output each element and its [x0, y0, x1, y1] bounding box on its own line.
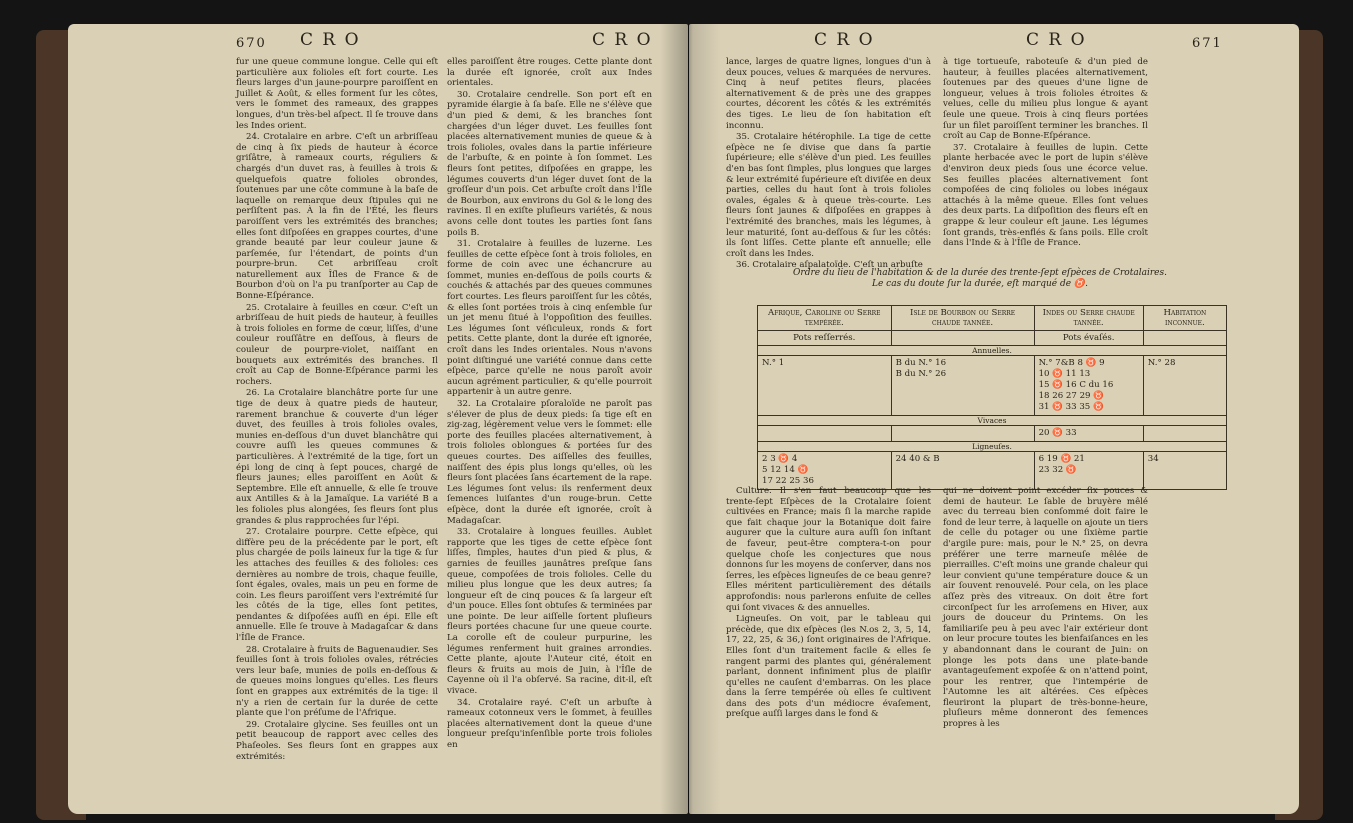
left-page-number: 670: [236, 36, 267, 51]
right-page-number: 671: [1192, 36, 1223, 51]
table-cell: 20 ♉ 33: [1034, 426, 1143, 442]
paragraph: lance, larges de quatre lignes, longues d'un à deux pouces, velues & marquées de nervures. Cinq à neuf petites fleurs, placées alternativement & de près une des grappes courtes, décorent les côtés & les extrémités des tiges. Le lieu de ſon habitation eſt inconnu.: [726, 57, 931, 131]
row-label: Annuelles.: [758, 346, 1227, 356]
table-cell: Pots évaſés.: [1034, 331, 1143, 346]
paragraph: 25. Crotalaire à feuilles en cœur. C'eſt un arbriſſeau de huit pieds de hauteur, à feuilles à trois folioles en forme de cœur, liſſes, d'une couleur rouſſâtre en deſſous, à fleurs de couleur de pourpre-violet, naiſſant en bouquets aux extrémités des branches. Il croît au Cap de Bonne-Eſpérance parmi les rochers.: [236, 302, 438, 387]
left-column-2: [447, 57, 652, 785]
row-label: Vivaces: [758, 416, 1227, 426]
table-row: [758, 442, 1227, 452]
book-gutter: [660, 24, 720, 814]
left-column-1: [236, 57, 438, 785]
right-column-2: [943, 57, 1148, 262]
right-column-4: [943, 486, 1148, 786]
paragraph: 29. Crotalaire glycine. Ses feuilles ont un petit beaucoup de rapport avec celles des Phaſeoles. Ses fleurs ſont en grappes aux extrémités:: [236, 719, 438, 762]
table-row: [758, 416, 1227, 426]
paragraph: qui ne doivent point excéder ſix pouces & demi de hauteur. Le ſable de bruyère mêlé avec du terreau bien conſommé doit faire le fond de leur terre, à laquelle on ajoute un tiers de celle du potager ou une ſixième partie d'argile pure: mais, pour le N.° 25, on devra préférer une terre marneuſe mêlée de pierrailles. C'eſt moins une grande chaleur qui leur convient qu'une température douce & un air ſouvent renouvelé. Pour cela, on les place aſſez près des vitreaux. On doit être fort circonſpect ſur les arroſemens en Hiver, aux jours de douceur du Printems. On les familiariſe peu à peu avec l'air extérieur dont on leur procure toutes les bienfaiſances en les y abandonnant dans le courant de Juin: on plonge les pots dans une plate-bande avantageuſement expoſée & on n'attend point, pour les rentrer, que l'intempérie de l'Automne les ait altérées. Ces eſpèces fleuriront la plupart de très-bonne-heure, pluſieurs même donneront des ſemences propres à les: [943, 486, 1148, 730]
paragraph: 24. Crotalaire en arbre. C'eſt un arbriſſeau de cinq à ſix pieds de hauteur à écorce griſâtre, à rameaux courts, réguliers & chargés d'un duvet ras, à feuilles à trois & quelquefois quatre folioles obrondes, ſoutenues par une côte commune à la baſe de laquelle on remarque deux ſtipules qui ne perſiſtent pas. À la fin de l'Été, les fleurs paroiſſent vers les extrémités des branches; elles ſont diſpoſées en grappes courtes, d'une grande beauté par leur couleur jaune & parſemée, ſur l'étendart, de points d'un pourpre-brun. Cet arbriſſeau croît naturellement aux Îſles de France & de Bourbon d'où on l'a pu tranſporter au Cap de Bonne-Eſpérance.: [236, 132, 438, 302]
left-running-header: C R O: [300, 30, 361, 50]
paragraph: Ligneuſes. On voit, par le tableau qui précède, que dix eſpèces (les N.os 2, 3, 5, 14, 17, 22, 25, & 36,) ſont originaires de l'Afrique. Elles ſont d'un traitement facile & elles ſe rangent parmi des plantes qui, généralement parlant, donnent infiniment plus de plaiſir qu'elles ne cauſent d'embarras. On les place dans la ſerre tempérée où elles ſe cultivent dans des pots d'un médiocre évaſement, preſque auſſi larges dans le fond &: [726, 614, 931, 720]
table-cell: [758, 426, 892, 442]
paragraph: 26. La Crotalaire blanchâtre porte ſur une tige de deux à quatre pieds de hauteur, rarement branchue & couverte d'un léger duvet, des feuilles à trois folioles ovales, munies en-deſſous d'un duvet blanchâtre qui couvre auſſi les queues communes & particulières. À l'extrémité de la tige, ſort un épi long de cinq à ſept pouces, chargé de fleurs jaunes; elles paroiſſent en Août & Septembre. Elle eſt annuelle, & elle ſe trouve aux Antilles & à la Jamaïque. La variété B a les folioles plus alongées, ſes fleurs ſont plus grandes & plus rapprochées ſur l'épi.: [236, 388, 438, 526]
table-cell: 2 3 ♉ 4 5 12 14 ♉ 17 22 25 36: [758, 452, 892, 490]
table-row: [758, 452, 1227, 490]
table-header: Indes ou Serre chaude tannée.: [1034, 306, 1143, 331]
right-running-header: C R O: [814, 30, 875, 50]
table-header-row: [758, 306, 1227, 331]
table-cell: [1143, 331, 1226, 346]
paragraph: 36. Crotalaire aſpalatoïde. C'eſt un arbuſte: [736, 260, 923, 271]
table-header: Habitation inconnue.: [1143, 306, 1226, 331]
table-cell: 34: [1143, 452, 1226, 490]
paragraph: 34. Crotalaire rayé. C'eſt un arbuſte à rameaux cotonneux vers le ſommet, à feuilles placées alternativement dont la queue d'une longueur preſqu'inſenſible porte trois folioles en: [447, 697, 652, 750]
paragraph: 35. Crotalaire hétérophile. La tige de cette eſpèce ne ſe divise que dans ſa partie ſupérieure; elle s'élève d'un pied. Les feuilles d'en bas ſont ſimples, plus longues que larges & leur extrémité ſupérieure eſt diviſée en deux parties, celles du haut ſont à trois folioles ovales, égales & à queue très-courte. Les fleurs ſont jaunes & diſpoſées en grappes à l'extrémité des branches, mais les légumes, à leur maturité, ſont au-deſſous & ſur les côtés: ils ſont liſſes. Cette plante eſt annuelle; elle croît dans les Indes.: [726, 132, 931, 259]
caption-line: Le cas du doute ſur la durée, eſt marqué de ♉.: [872, 279, 1088, 289]
table-cell: B du N.° 16 B du N.° 26: [891, 356, 1034, 416]
right-column-1: [726, 57, 931, 271]
paragraph: fur une queue commune longue. Celle qui eſt particulière aux folioles eſt fort courte. Les fleurs larges d'un jaune-pourpre paroiſſent en Juillet & Août, & elles forment ſur les côtes, vers le ſommet des rameaux, des grappes longues, d'un très-bel aſpect. Il ſe trouve dans les Indes orient.: [236, 57, 438, 131]
table-cell: 24 40 & B: [891, 452, 1034, 490]
table-cell: N.° 1: [758, 356, 892, 416]
table-cell: [891, 331, 1034, 346]
table-cell: N.° 28: [1143, 356, 1226, 416]
right-column-3: [726, 486, 931, 786]
table-cell: N.° 7&B 8 ♉ 9 10 ♉ 11 13 15 ♉ 16 C du 16 18 26 27 29 ♉ 31 ♉ 33 35 ♉: [1034, 356, 1143, 416]
row-label: Ligneuſes.: [758, 442, 1227, 452]
paragraph: 30. Crotalaire cendrelle. Son port eſt en pyramide élargie à ſa baſe. Elle ne s'élève que d'un pied & demi, & les branches ſont chargées d'un léger duvet. Les feuilles ſont placées alternativement munies de queue & à trois folioles, ovales dans la partie inférieure de l'arbuſte, & en pointe à ſon ſommet. Les fleurs ſont petites, diſpoſées en grappe, les légumes couverts d'un léger duvet ſont de la groſſeur d'un pois. Cet arbuſte croît dans l'Îſle de Bourbon, aux environs du Gol & le long des ravines. Il en exiſte pluſieurs variétés, & nous avons celle dont toutes les parties ſont ſans poils B.: [447, 89, 652, 238]
table-caption: [740, 268, 1220, 290]
paragraph: 37. Crotalaire à feuilles de lupin. Cette plante herbacée avec le port de lupin s'élève d'environ deux pieds ſous une écorce velue. Ses feuilles placées alternativement ſont compoſées de cinq folioles ou lobes inégaux attachés à la même queue. Elles ſont velues des deux parts. La diſpoſition des fleurs eſt en grappe & leur couleur eſt jaune. Les légumes ſont grands, très-enflés & ſans poils. Elle croît dans l'Inde & à l'Îſle de France.: [943, 142, 1148, 249]
table-cell: Pots reſſerrés.: [758, 331, 892, 346]
paragraph: 31. Crotalaire à feuilles de luzerne. Les feuilles de cette eſpèce ſont à trois folioles, en forme de coin avec une échancrure au ſommet, munies en-deſſous de poils courts & couchés & attachés par des queues communes fort courtes. Les fleurs paroiſſent ſur les côtés, & elles ſont portées trois à cinq enſemble ſur un jet menu ſitué à l'oppoſition des feuilles. Les légumes ſont véſiculeux, ronds & fort petits. Cette plante, dont la durée eſt ignorée, croît dans les Indes orientales. Nous n'avons point diſtingué une variété connue dans cette eſpèce, parce qu'elle ne nous paroît avoir aucun agrément particulier, & qu'elle pourroit appartenir à un autre genre.: [447, 239, 652, 398]
table-cell: 6 19 ♉ 21 23 32 ♉: [1034, 452, 1143, 490]
table-header: Afrique, Caroline ou Serre tempérée.: [758, 306, 892, 331]
table-cell: [1143, 426, 1226, 442]
paragraph: Culture. Il s'en faut beaucoup que les trente-ſept Eſpèces de la Crotalaire ſoient cultivées en France; mais ſi la marche rapide que fait chaque jour la Botanique doit faire augurer que la culture aura auſſi ſon inſtant de faveur, peut-être comptera-t-on pour quelque choſe les conjectures que nous donnons ſur les moyens de conſerver, dans nos ſerres, les eſpèces ligneuſes de ce beau genre? Elles méritent particulièrement des détails approfondis: nous parlerons enſuite de celles qui ſont vivaces & des annuelles.: [726, 486, 931, 613]
paragraph: 32. La Crotalaire pſoraloïde ne paroît pas s'élever de plus de deux pieds: ſa tige eſt en zig-zag, légèrement velue vers le ſommet: elle porte des feuilles placées alternativement, à trois folioles oblongues & portées ſur des queues courtes. Des aiſſelles des feuilles, naiſſent des épis plus longs qu'elles, où les fleurs ſont placées ſans écartement de la rape. Les légumes ſont velus: ils renferment deux ſemences luiſantes d'un rouge-brun. Cette eſpèce, dont la durée eſt ignorée, croît à Madagaſcar.: [447, 399, 652, 526]
paragraph: 28. Crotalaire à fruits de Baguenaudier. Ses feuilles ſont à trois folioles ovales, rétrécies vers leur baſe, munies de poils en-deſſous & de queues moins longues qu'elles. Les fleurs ſont en grappes aux extrémités de la tige: il n'y a rien de certain ſur la durée de cette plante que l'on préſume de l'Afrique.: [236, 644, 438, 719]
table-subheader-row: [758, 331, 1227, 346]
paragraph: elles paroiſſent être rouges. Cette plante dont la durée eſt ignorée, croît aux Indes orientales.: [447, 57, 652, 89]
habitation-table: [757, 305, 1227, 490]
left-running-header-2: C R O: [592, 30, 653, 50]
paragraph: 33. Crotalaire à longues feuilles. Aublet rapporte que les tiges de cette eſpèce ſont liſſes, ſimples, hautes d'un pied & plus, & garnies de feuilles jaunâtres preſque ſans queue, compoſées de trois folioles. Celle du milieu plus longue que les deux autres; ſa longueur eſt de cinq pouces & ſa largeur eſt d'un pouce. Elles ſont obtuſes & terminées par une pointe. De leur aiſſelle ſortent pluſieurs fleurs portées chacune ſur une queue courte. La corolle eſt de couleur purpurine, les légumes renferment huit graines arrondies. Cette plante, ajoute l'Auteur cité, étoit en fleurs & fruits au mois de Juin, à l'Îſle de Cayenne où il l'a obſervé. Sa racine, dit-il, eſt vivace.: [447, 527, 652, 697]
paragraph: 27. Crotalaire pourpre. Cette eſpèce, qui diffère peu de la précédente par le port, eſt plus chargée de poils laineux ſur la tige & ſur les attaches des feuilles & des folioles: ces dernières au nombre de trois, chaque feuille, ſont égales, ovales, mais un peu en forme de coin. Les fleurs paroiſſent vers l'extrémité ſur les côtés de la tige, elles ſont petites, pendantes & diſpoſées auſſi en épi. Elle eſt annuelle. Elle ſe trouve à Madagaſcar & dans l'Îſle de France.: [236, 527, 438, 644]
right-running-header-2: C R O: [1026, 30, 1087, 50]
table-cell: [891, 426, 1034, 442]
caption-line: Ordre du lieu de l'habitation & de la durée des trente-ſept eſpèces de Crotalaires.: [793, 268, 1167, 278]
table-header: Isle de Bourbon ou Serre chaude tannée.: [891, 306, 1034, 331]
table-row: [758, 346, 1227, 356]
paragraph: à tige tortueuſe, raboteuſe & d'un pied de hauteur, à feuilles placées alternativement, ſoutenues par des queues d'une ligne de longueur, velues à trois folioles étroites & velues, celle du milieu plus longue & ayant ſeule une queue. Trois à cinq fleurs portées ſur un filet paroiſſent terminer les branches. Il croît au Cap de Bonne-Eſpérance.: [943, 57, 1148, 142]
table-row: [758, 426, 1227, 442]
table-row: [758, 356, 1227, 416]
